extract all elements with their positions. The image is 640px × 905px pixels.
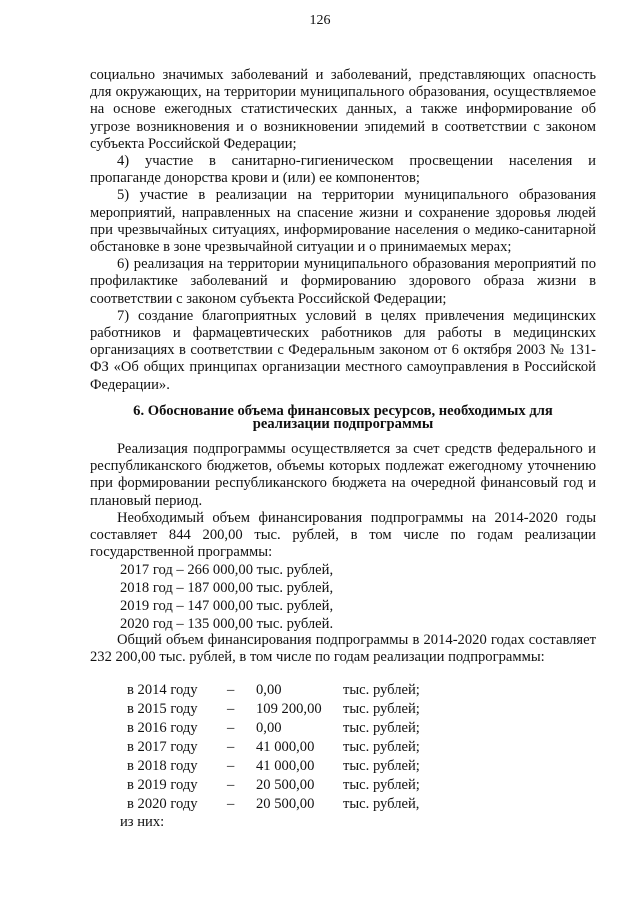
paragraph-item-6: 6) реализация на территории муниципального образования мероприятий по профилактике заболеваний и формированию здорового образа жизни в соответствии с законом субъекта Российской Федерации; xyxy=(90,256,596,307)
section-heading-line-1: 6. Обоснование объема финансовых ресурсов, необходимых для xyxy=(133,403,553,419)
section-heading-line-2: реализации подпрограммы xyxy=(252,416,434,432)
funding-unit: тыс. рублей; xyxy=(343,758,420,774)
funding-dash: – xyxy=(227,739,235,755)
funding-year: в 2019 году xyxy=(127,777,198,793)
funding-unit: тыс. рублей; xyxy=(343,777,420,793)
page-number: 126 xyxy=(309,13,331,28)
funding-unit: тыс. рублей, xyxy=(343,796,420,812)
year-line-2018: 2018 год – 187 000,00 тыс. рублей, xyxy=(120,580,334,596)
paragraph-continuation: социально значимых заболеваний и заболеваний, представляющих опасность для окружающих, на территории муниципального образования, осуществляемое на основе ежегодных статистических данных, а также информирование об угрозе возникновения и о возникновении эпидемий в соответствии с законом субъекта Российской Федерации; xyxy=(90,67,596,152)
funding-year: в 2018 году xyxy=(127,758,198,774)
body-text-total xyxy=(90,632,596,666)
funding-unit: тыс. рублей; xyxy=(343,682,420,698)
funding-dash: – xyxy=(227,682,235,698)
funding-amount: 20 500,00 xyxy=(256,777,315,793)
funding-dash: – xyxy=(227,720,235,736)
paragraph-total-volume: Общий объем финансирования подпрограммы в 2014-2020 годах составляет 232 200,00 тыс. рублей, в том числе по годам реализации подпрограммы: xyxy=(90,632,596,666)
paragraph-item-4: 4) участие в санитарно-гигиеническом просвещении населения и пропаганде донорства крови и (или) ее компонентов; xyxy=(90,153,596,187)
funding-amount: 0,00 xyxy=(256,720,282,736)
funding-dash: – xyxy=(227,796,235,812)
funding-amount: 109 200,00 xyxy=(256,701,322,717)
year-line-2017: 2017 год – 266 000,00 тыс. рублей, xyxy=(120,562,334,578)
paragraph-item-5: 5) участие в реализации на территории муниципального образования мероприятий, направленных на спасение жизни и сохранение здоровья людей при чрезвычайных ситуациях, информирование населения о медико-санитарной обстановке в зоне чрезвычайной ситуации и о принимаемых мерах; xyxy=(90,187,596,256)
funding-amount: 41 000,00 xyxy=(256,739,315,755)
section-heading xyxy=(90,405,596,431)
funding-unit: тыс. рублей; xyxy=(343,701,420,717)
body-text-top xyxy=(90,67,596,394)
funding-year: в 2014 году xyxy=(127,682,198,698)
funding-dash: – xyxy=(227,701,235,717)
funding-year: в 2016 году xyxy=(127,720,198,736)
funding-year: в 2015 году xyxy=(127,701,198,717)
paragraph-required-volume: Необходимый объем финансирования подпрограммы на 2014-2020 годы составляет 844 200,00 тыс. рублей, в том числе по годам реализации государственной программы: xyxy=(90,509,596,561)
funding-year: в 2017 году xyxy=(127,739,198,755)
funding-dash: – xyxy=(227,777,235,793)
funding-amount: 0,00 xyxy=(256,682,282,698)
paragraph-item-7: 7) создание благоприятных условий в целях привлечения медицинских работников и фармацевтических работников для работы в медицинских организациях в соответствии с Федеральным законом от 6 октября 2003 № 131-ФЗ «Об общих принципах организации местного самоуправления в Российской Федерации». xyxy=(90,307,596,393)
funding-year: в 2020 году xyxy=(127,796,198,812)
funding-amount: 41 000,00 xyxy=(256,758,315,774)
closing-line: из них: xyxy=(120,814,165,830)
year-line-2019: 2019 год – 147 000,00 тыс. рублей, xyxy=(120,598,334,614)
funding-dash: – xyxy=(227,758,235,774)
body-text-section xyxy=(90,441,596,561)
funding-unit: тыс. рублей; xyxy=(343,720,420,736)
paragraph-funding-sources: Реализация подпрограммы осуществляется за счет средств федерального и республиканского бюджетов, объемы которых подлежат ежегодному уточнению при формировании республиканского бюджета на очередной финансовый год и плановый период. xyxy=(90,441,596,509)
funding-unit: тыс. рублей; xyxy=(343,739,420,755)
funding-amount: 20 500,00 xyxy=(256,796,315,812)
year-line-2020: 2020 год – 135 000,00 тыс. рублей. xyxy=(120,616,334,632)
